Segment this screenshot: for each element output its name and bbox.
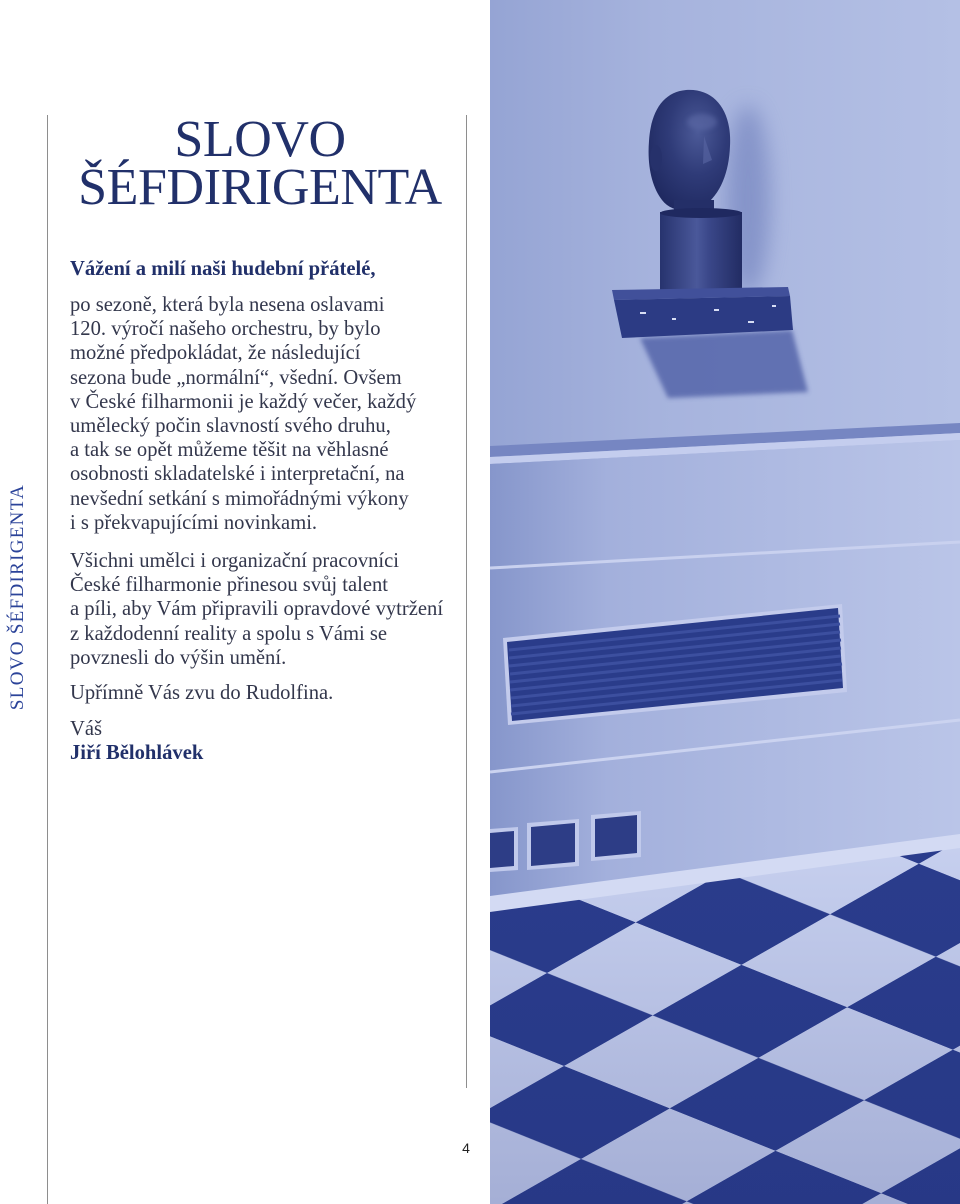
body-line: povznesli do výšin umění. bbox=[70, 646, 287, 669]
body-line: sezona bude „normální“, všední. Ovšem bbox=[70, 366, 402, 389]
greeting: Vážení a milí naši hudební přátelé, bbox=[70, 258, 376, 280]
title-line-2: ŠÉFDIRIGENTA bbox=[78, 158, 442, 216]
page-number: 4 bbox=[462, 1140, 470, 1156]
body-line: nevšední setkání s mimořádnými výkony bbox=[70, 487, 409, 510]
title-line-1: SLOVO bbox=[174, 110, 346, 168]
body-line: Upřímně Vás zvu do Rudolfina. bbox=[70, 682, 334, 704]
body-line: České filharmonie přinesou svůj talent bbox=[70, 574, 388, 597]
body-line: 120. výročí našeho orchestru, by bylo bbox=[70, 318, 381, 341]
left-vertical-rule bbox=[47, 115, 48, 1204]
right-vertical-rule bbox=[466, 115, 467, 1088]
body-line: a tak se opět můžeme těšit na věhlasné bbox=[70, 439, 389, 462]
signature: Jiří Bělohlávek bbox=[70, 742, 204, 765]
body-paragraph-2 bbox=[70, 549, 465, 670]
body-line: z každodenní reality a spolu s Vámi se bbox=[70, 622, 388, 645]
checkered-floor bbox=[490, 834, 960, 1204]
body-line: i s překvapujícími novinkami. bbox=[70, 511, 318, 534]
body-line: Všichni umělci i organizační pracovníci bbox=[70, 550, 400, 572]
body-line: možné předpokládat, že následující bbox=[70, 342, 361, 365]
body-line: v České filharmonii je každý večer, každý bbox=[70, 390, 417, 413]
photo-bust-on-wall bbox=[490, 0, 960, 1204]
body-line: a píli, aby Vám připravili opravdové vytržení bbox=[70, 598, 444, 621]
body-line: umělecký počin slavností svého druhu, bbox=[70, 414, 391, 437]
body-line: osobnosti skladatelské i interpretační, na bbox=[70, 463, 405, 486]
body-line: po sezoně, která byla nesena oslavami bbox=[70, 294, 385, 316]
sidebar-section-label: SLOVO ŠÉFDIRIGENTA bbox=[7, 483, 28, 711]
body-paragraph-3 bbox=[70, 681, 465, 705]
closing-block bbox=[70, 717, 465, 765]
page-title bbox=[60, 110, 460, 216]
body-paragraph-1 bbox=[70, 293, 465, 535]
closing-word: Váš bbox=[70, 718, 103, 740]
